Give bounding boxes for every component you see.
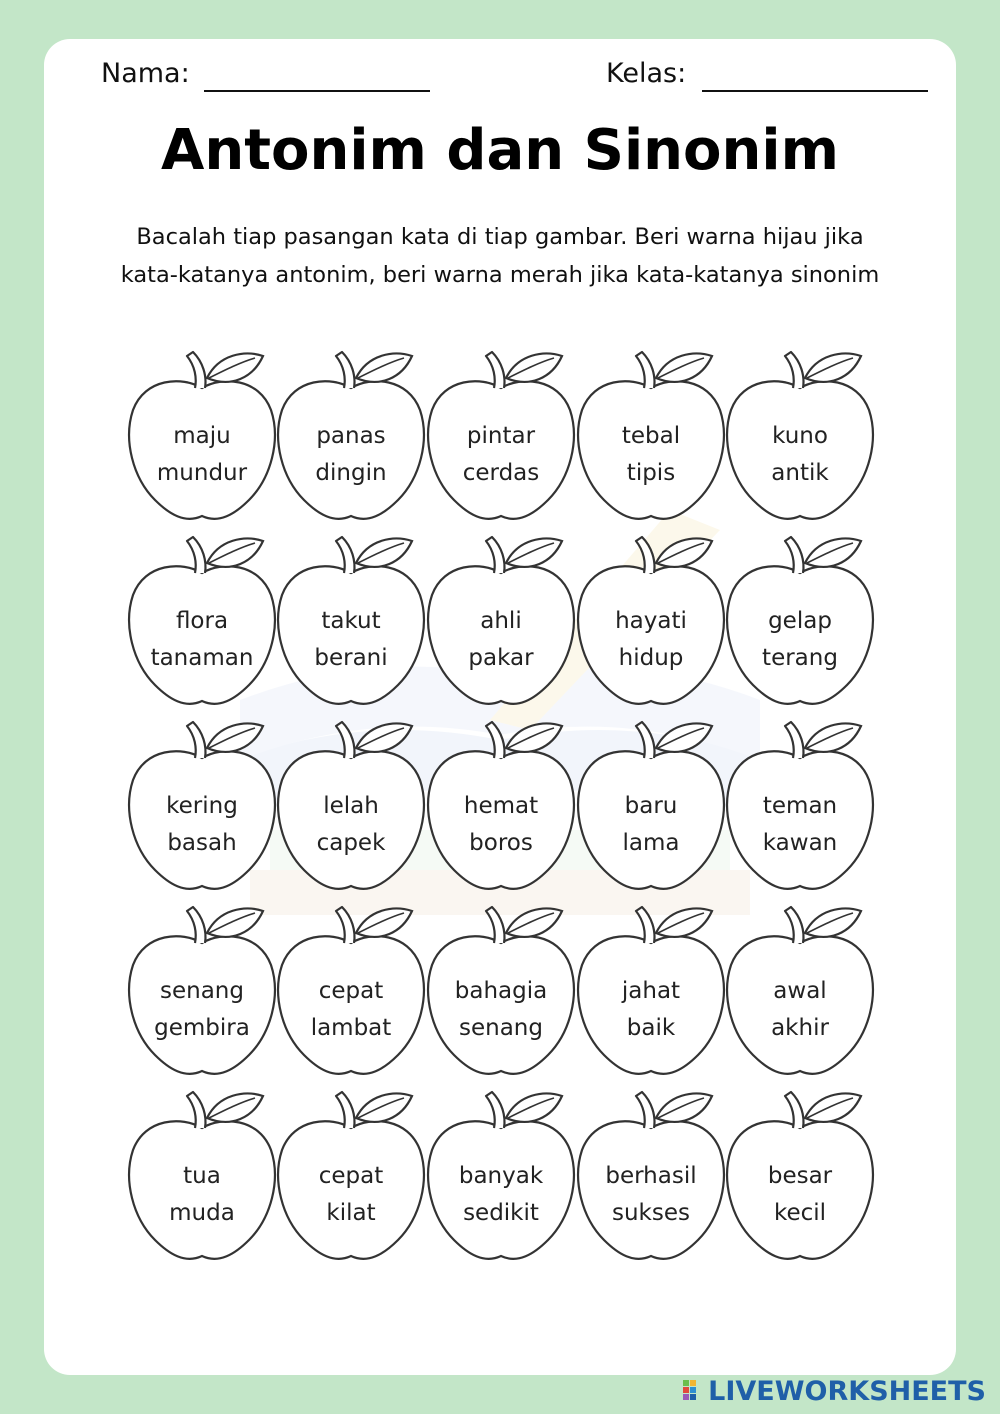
word-bottom: hidup xyxy=(618,645,684,671)
apple-word-pair[interactable] xyxy=(276,348,426,538)
word-bottom: kawan xyxy=(762,830,838,856)
word-pair xyxy=(426,418,576,492)
word-bottom: baik xyxy=(626,1015,676,1041)
word-top: takut xyxy=(321,608,381,634)
apple-word-pair[interactable] xyxy=(725,1088,875,1278)
word-pair xyxy=(127,603,277,677)
word-top: kering xyxy=(166,793,238,819)
word-pair xyxy=(576,1158,726,1232)
word-bottom: muda xyxy=(169,1200,235,1226)
word-bottom: kilat xyxy=(326,1200,376,1226)
word-pair xyxy=(276,418,426,492)
apple-word-pair[interactable] xyxy=(276,533,426,723)
word-pair xyxy=(725,973,875,1047)
word-pair xyxy=(576,418,726,492)
word-top: ahli xyxy=(480,608,522,634)
word-pair xyxy=(127,788,277,862)
word-bottom: akhir xyxy=(771,1015,829,1041)
word-top: pintar xyxy=(466,423,536,449)
name-label: Nama: xyxy=(101,58,190,89)
apple-word-pair[interactable] xyxy=(725,533,875,723)
word-pair xyxy=(426,1158,576,1232)
apple-word-pair[interactable] xyxy=(426,903,576,1093)
word-pair xyxy=(276,788,426,862)
word-top: teman xyxy=(762,793,838,819)
word-bottom: sedikit xyxy=(463,1200,539,1226)
apple-word-pair[interactable] xyxy=(127,533,277,723)
word-pair xyxy=(576,603,726,677)
instructions xyxy=(60,218,940,294)
word-top: lelah xyxy=(323,793,379,819)
apple-word-pair[interactable] xyxy=(576,348,726,538)
word-bottom: lambat xyxy=(310,1015,392,1041)
word-top: kuno xyxy=(772,423,828,449)
apple-word-pair[interactable] xyxy=(576,903,726,1093)
word-bottom: pakar xyxy=(468,645,534,671)
name-input-line[interactable] xyxy=(204,90,430,92)
word-top: cepat xyxy=(318,1163,384,1189)
class-label: Kelas: xyxy=(606,58,687,89)
word-top: banyak xyxy=(458,1163,544,1189)
page-title: Antonim dan Sinonim xyxy=(161,118,839,183)
apple-word-pair[interactable] xyxy=(725,348,875,538)
word-top: besar xyxy=(767,1163,833,1189)
apple-word-pair[interactable] xyxy=(127,903,277,1093)
word-pair xyxy=(725,1158,875,1232)
word-bottom: boros xyxy=(469,830,533,856)
word-bottom: kecil xyxy=(773,1200,827,1226)
word-top: hayati xyxy=(615,608,687,634)
apple-word-pair[interactable] xyxy=(725,718,875,908)
word-bottom: capek xyxy=(316,830,386,856)
word-top: bahagia xyxy=(454,978,548,1004)
word-bottom: senang xyxy=(459,1015,543,1041)
word-pair xyxy=(426,973,576,1047)
word-bottom: terang xyxy=(762,645,838,671)
word-pair xyxy=(276,603,426,677)
word-pair xyxy=(426,788,576,862)
apple-word-pair[interactable] xyxy=(276,718,426,908)
word-bottom: dingin xyxy=(315,460,387,486)
apple-word-pair[interactable] xyxy=(426,718,576,908)
word-bottom: basah xyxy=(167,830,237,856)
apple-word-pair[interactable] xyxy=(426,348,576,538)
word-pair xyxy=(127,418,277,492)
word-bottom: mundur xyxy=(156,460,248,486)
word-bottom: berani xyxy=(314,645,388,671)
word-pair xyxy=(725,418,875,492)
apple-word-pair[interactable] xyxy=(426,1088,576,1278)
word-top: tua xyxy=(183,1163,221,1189)
word-top: baru xyxy=(624,793,678,819)
word-bottom: cerdas xyxy=(462,460,540,486)
class-input-line[interactable] xyxy=(702,90,928,92)
word-pair xyxy=(725,603,875,677)
instructions-line-2: kata-katanya antonim, beri warna merah jika kata-katanya sinonim xyxy=(120,262,880,288)
apple-word-pair[interactable] xyxy=(576,718,726,908)
word-top: berhasil xyxy=(605,1163,697,1189)
apple-word-pair[interactable] xyxy=(276,903,426,1093)
word-top: senang xyxy=(160,978,244,1004)
word-pair xyxy=(576,973,726,1047)
instructions-line-1: Bacalah tiap pasangan kata di tiap gambar. Beri warna hijau jika xyxy=(136,224,864,250)
word-pair xyxy=(127,1158,277,1232)
word-top: flora xyxy=(175,608,229,634)
word-pair xyxy=(426,603,576,677)
word-pair xyxy=(276,973,426,1047)
word-top: panas xyxy=(316,423,386,449)
apple-word-pair[interactable] xyxy=(276,1088,426,1278)
apple-word-pair[interactable] xyxy=(725,903,875,1093)
word-top: gelap xyxy=(768,608,832,634)
liveworksheets-logo xyxy=(682,1374,986,1408)
apple-word-pair[interactable] xyxy=(127,718,277,908)
word-bottom: sukses xyxy=(612,1200,690,1226)
word-top: hemat xyxy=(463,793,539,819)
apple-word-pair[interactable] xyxy=(576,533,726,723)
word-pair xyxy=(276,1158,426,1232)
word-top: jahat xyxy=(621,978,681,1004)
word-bottom: antik xyxy=(771,460,829,486)
word-bottom: tipis xyxy=(626,460,676,486)
liveworksheets-logo-icon xyxy=(682,1378,704,1404)
apple-word-pair[interactable] xyxy=(576,1088,726,1278)
word-bottom: gembira xyxy=(154,1015,250,1041)
word-top: maju xyxy=(173,423,231,449)
word-pair xyxy=(725,788,875,862)
word-bottom: tanaman xyxy=(150,645,254,671)
apple-word-pair[interactable] xyxy=(127,1088,277,1278)
word-top: awal xyxy=(773,978,827,1004)
apple-word-pair[interactable] xyxy=(127,348,277,538)
word-pair xyxy=(127,973,277,1047)
word-pair xyxy=(576,788,726,862)
word-bottom: lama xyxy=(622,830,680,856)
apple-word-pair[interactable] xyxy=(426,533,576,723)
word-top: cepat xyxy=(318,978,384,1004)
liveworksheets-brand-text: LIVEWORKSHEETS xyxy=(708,1375,986,1407)
word-top: tebal xyxy=(621,423,681,449)
